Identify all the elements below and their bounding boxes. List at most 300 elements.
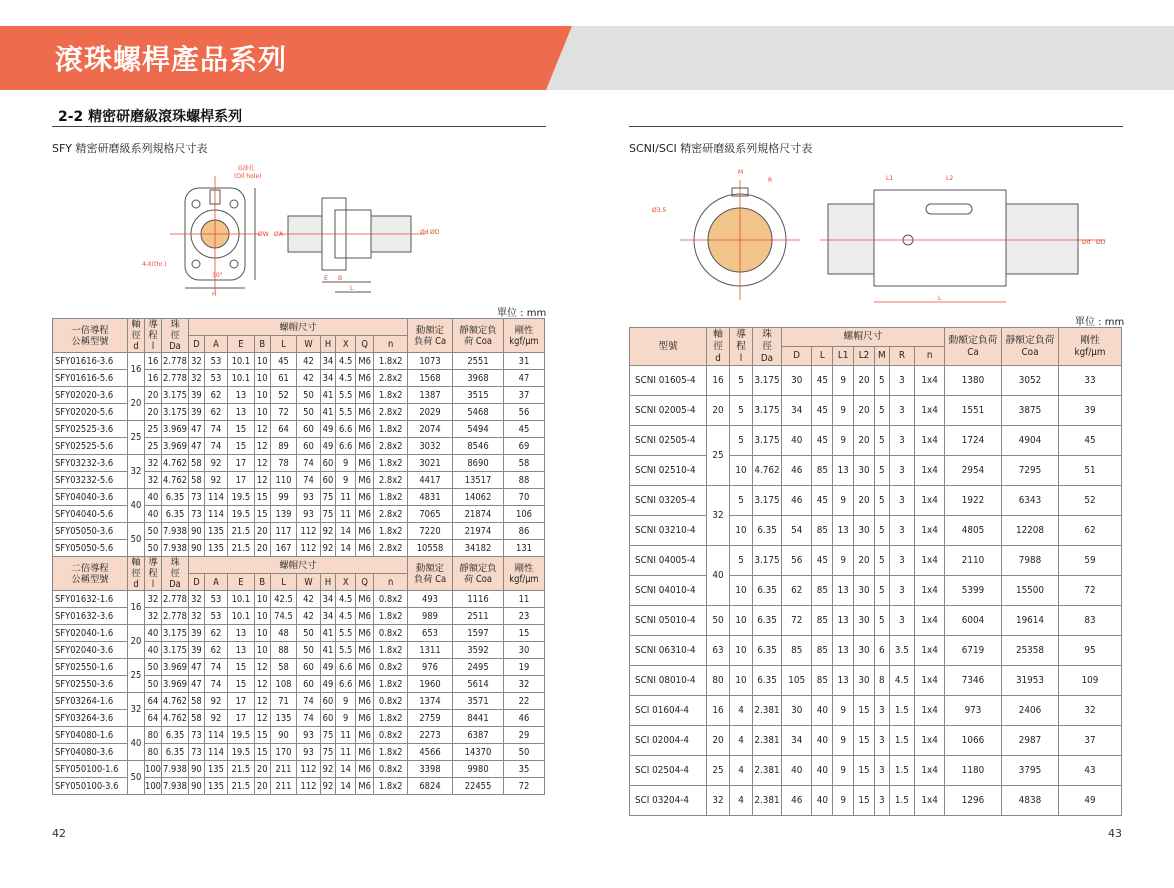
value-cell: 989 <box>408 608 453 625</box>
value-cell: 10.1 <box>228 608 255 625</box>
value-cell: 2759 <box>408 710 453 727</box>
value-cell: 13 <box>833 606 854 636</box>
header-col-l2: L2 <box>854 347 875 366</box>
shaft-cell: 40 <box>128 727 145 761</box>
value-cell: 30 <box>782 366 812 396</box>
value-cell: 2.8x2 <box>374 404 408 421</box>
value-cell: M6 <box>355 421 373 438</box>
value-cell: 493 <box>408 591 453 608</box>
value-cell: 10 <box>730 576 753 606</box>
value-cell: 34 <box>320 608 336 625</box>
value-cell: M6 <box>355 489 373 506</box>
value-cell: 3 <box>889 396 915 426</box>
header-col-n: n <box>374 336 408 353</box>
value-cell: 6.35 <box>162 744 189 761</box>
value-cell: 114 <box>204 727 227 744</box>
value-cell: M6 <box>355 727 373 744</box>
value-cell: 4.5 <box>336 353 356 370</box>
model-cell: SFY04040-3.6 <box>53 489 128 506</box>
value-cell: 12 <box>254 438 270 455</box>
value-cell: 5 <box>730 486 753 516</box>
value-cell: 10 <box>254 387 270 404</box>
value-cell: 59 <box>1059 546 1122 576</box>
table-row <box>630 786 1122 816</box>
value-cell: 1374 <box>408 693 453 710</box>
value-cell: 50 <box>145 523 162 540</box>
value-cell: 1066 <box>945 726 1002 756</box>
value-cell: 20 <box>854 426 875 456</box>
value-cell: 92 <box>320 523 336 540</box>
value-cell: 62 <box>782 576 812 606</box>
value-cell: 6.35 <box>753 576 782 606</box>
value-cell: 90 <box>189 523 205 540</box>
value-cell: 72 <box>504 778 545 795</box>
table-row <box>53 540 545 557</box>
value-cell: 1922 <box>945 486 1002 516</box>
holes-label: 4-X(thr.) <box>142 261 167 268</box>
table-row <box>53 642 545 659</box>
value-cell: 48 <box>270 625 297 642</box>
value-cell: 3.969 <box>162 676 189 693</box>
value-cell: 85 <box>812 636 833 666</box>
shaft-cell: 80 <box>707 666 730 696</box>
shaft-cell: 25 <box>128 659 145 693</box>
value-cell: 50 <box>297 625 320 642</box>
value-cell: 13 <box>833 576 854 606</box>
value-cell: 75 <box>320 489 336 506</box>
value-cell: 4 <box>730 756 753 786</box>
header-ca: 動額定 負荷 Ca <box>408 557 453 591</box>
value-cell: 6.35 <box>753 606 782 636</box>
header-col-d: D <box>782 347 812 366</box>
value-cell: 1.5 <box>889 756 915 786</box>
page-number-left: 42 <box>52 827 66 840</box>
value-cell: 45 <box>812 426 833 456</box>
value-cell: 45 <box>812 486 833 516</box>
value-cell: 13 <box>833 666 854 696</box>
value-cell: 30 <box>854 636 875 666</box>
value-cell: 6.6 <box>336 438 356 455</box>
value-cell: 32 <box>504 676 545 693</box>
value-cell: 11 <box>336 506 356 523</box>
value-cell: 15 <box>254 506 270 523</box>
value-cell: 2.778 <box>162 591 189 608</box>
value-cell: 71 <box>270 693 297 710</box>
value-cell: 32 <box>1059 696 1122 726</box>
value-cell: 110 <box>270 472 297 489</box>
value-cell: 1380 <box>945 366 1002 396</box>
value-cell: 9 <box>833 726 854 756</box>
value-cell: 58 <box>504 455 545 472</box>
value-cell: 3.969 <box>162 659 189 676</box>
value-cell: 139 <box>270 506 297 523</box>
value-cell: 32 <box>145 472 162 489</box>
value-cell: 62 <box>1059 516 1122 546</box>
value-cell: 12 <box>254 710 270 727</box>
value-cell: 0.8x2 <box>374 625 408 642</box>
shaft-cell: 20 <box>707 726 730 756</box>
value-cell: 1.8x2 <box>374 744 408 761</box>
table-row <box>53 591 545 608</box>
value-cell: 90 <box>189 778 205 795</box>
value-cell: 10.1 <box>228 591 255 608</box>
value-cell: 1.5 <box>889 726 915 756</box>
value-cell: 11 <box>336 744 356 761</box>
value-cell: 8 <box>874 666 889 696</box>
value-cell: 1724 <box>945 426 1002 456</box>
value-cell: 4805 <box>945 516 1002 546</box>
value-cell: 4.5 <box>336 608 356 625</box>
header-nut-dims: 螺帽尺寸 <box>189 319 408 336</box>
table-row <box>630 696 1122 726</box>
value-cell: 47 <box>189 659 205 676</box>
value-cell: 1296 <box>945 786 1002 816</box>
value-cell: 13 <box>833 636 854 666</box>
value-cell: 3571 <box>453 693 504 710</box>
value-cell: M6 <box>355 659 373 676</box>
value-cell: 4 <box>730 726 753 756</box>
value-cell: M6 <box>355 608 373 625</box>
value-cell: 9 <box>336 710 356 727</box>
value-cell: 9 <box>833 786 854 816</box>
right-subtitle: SCNI/SCI 精密研磨級系列規格尺寸表 <box>629 142 813 155</box>
value-cell: 21.5 <box>228 523 255 540</box>
right-unit-label: 單位 : mm <box>1075 317 1125 328</box>
value-cell: 41 <box>320 387 336 404</box>
value-cell: 13 <box>228 387 255 404</box>
value-cell: 34 <box>782 726 812 756</box>
shaft-cell: 16 <box>128 353 145 387</box>
value-cell: 1.8x2 <box>374 778 408 795</box>
value-cell: 14 <box>336 761 356 778</box>
value-cell: 3 <box>889 456 915 486</box>
value-cell: 1.8x2 <box>374 353 408 370</box>
value-cell: 5 <box>874 426 889 456</box>
table-row <box>53 744 545 761</box>
shaft-cell: 16 <box>707 366 730 396</box>
value-cell: M6 <box>355 625 373 642</box>
value-cell: 6824 <box>408 778 453 795</box>
value-cell: 74 <box>297 455 320 472</box>
header-col-b: B <box>254 574 270 591</box>
value-cell: 20 <box>254 778 270 795</box>
value-cell: 80 <box>145 727 162 744</box>
value-cell: 32 <box>189 608 205 625</box>
table-header-row <box>53 319 545 336</box>
header-col-l1: L1 <box>833 347 854 366</box>
value-cell: 53 <box>204 353 227 370</box>
value-cell: 34 <box>320 353 336 370</box>
table-row <box>630 726 1122 756</box>
value-cell: 10 <box>730 606 753 636</box>
value-cell: 40 <box>145 625 162 642</box>
value-cell: 60 <box>320 710 336 727</box>
value-cell: 25 <box>145 421 162 438</box>
value-cell: 85 <box>782 636 812 666</box>
value-cell: 23 <box>504 608 545 625</box>
value-cell: 60 <box>297 438 320 455</box>
table-row <box>53 693 545 710</box>
value-cell: 21874 <box>453 506 504 523</box>
value-cell: 167 <box>270 540 297 557</box>
value-cell: 10 <box>254 404 270 421</box>
value-cell: 15 <box>854 786 875 816</box>
value-cell: 0.8x2 <box>374 693 408 710</box>
header-col-e: E <box>228 336 255 353</box>
value-cell: 1x4 <box>915 456 945 486</box>
value-cell: 12208 <box>1002 516 1059 546</box>
header-col-l: L <box>270 574 297 591</box>
value-cell: 12 <box>254 421 270 438</box>
value-cell: M6 <box>355 523 373 540</box>
value-cell: 50 <box>145 659 162 676</box>
value-cell: 100 <box>145 778 162 795</box>
value-cell: 49 <box>320 421 336 438</box>
value-cell: 40 <box>812 756 833 786</box>
value-cell: 40 <box>812 786 833 816</box>
value-cell: 12 <box>254 455 270 472</box>
value-cell: 6.35 <box>162 727 189 744</box>
table-row <box>630 606 1122 636</box>
header-ca: 動額定 負荷 Ca <box>408 319 453 353</box>
value-cell: 100 <box>145 761 162 778</box>
header-col-b: B <box>254 336 270 353</box>
table-row <box>630 666 1122 696</box>
value-cell: 1x4 <box>915 426 945 456</box>
value-cell: 40 <box>812 696 833 726</box>
header-col-l: L <box>812 347 833 366</box>
value-cell: 30 <box>782 696 812 726</box>
value-cell: 17 <box>228 693 255 710</box>
value-cell: 4 <box>730 786 753 816</box>
value-cell: 56 <box>782 546 812 576</box>
value-cell: 70 <box>504 489 545 506</box>
value-cell: 92 <box>204 693 227 710</box>
value-cell: 10 <box>730 636 753 666</box>
value-cell: M6 <box>355 353 373 370</box>
value-cell: 6387 <box>453 727 504 744</box>
table-row <box>53 421 545 438</box>
page-title: 滾珠螺桿產品系列 <box>55 43 288 76</box>
value-cell: 39 <box>189 625 205 642</box>
value-cell: 1180 <box>945 756 1002 786</box>
value-cell: 60 <box>297 421 320 438</box>
table-row <box>53 676 545 693</box>
value-cell: 2551 <box>453 353 504 370</box>
value-cell: 73 <box>189 744 205 761</box>
value-cell: 30 <box>854 516 875 546</box>
value-cell: 6.6 <box>336 676 356 693</box>
value-cell: 46 <box>782 486 812 516</box>
value-cell: 20 <box>854 396 875 426</box>
model-cell: SFY02040-3.6 <box>53 642 128 659</box>
value-cell: 92 <box>320 540 336 557</box>
model-cell: SFY02525-5.6 <box>53 438 128 455</box>
value-cell: 114 <box>204 489 227 506</box>
table-row <box>53 523 545 540</box>
value-cell: 1073 <box>408 353 453 370</box>
value-cell: 5 <box>874 486 889 516</box>
table-row <box>53 455 545 472</box>
value-cell: 9 <box>833 426 854 456</box>
value-cell: 15 <box>228 438 255 455</box>
value-cell: 39 <box>189 642 205 659</box>
value-cell: 74 <box>297 710 320 727</box>
value-cell: 15 <box>254 727 270 744</box>
value-cell: 5399 <box>945 576 1002 606</box>
value-cell: 4 <box>730 696 753 726</box>
value-cell: 78 <box>270 455 297 472</box>
table-row <box>630 546 1122 576</box>
value-cell: 12 <box>254 693 270 710</box>
value-cell: 3 <box>889 576 915 606</box>
value-cell: 74.5 <box>270 608 297 625</box>
value-cell: 20 <box>854 546 875 576</box>
table-row <box>53 608 545 625</box>
value-cell: 10 <box>254 642 270 659</box>
shaft-cell: 20 <box>128 625 145 659</box>
value-cell: 3795 <box>1002 756 1059 786</box>
value-cell: 83 <box>1059 606 1122 636</box>
value-cell: 12 <box>254 676 270 693</box>
value-cell: 2.8x2 <box>374 540 408 557</box>
value-cell: 60 <box>320 693 336 710</box>
value-cell: 25 <box>145 438 162 455</box>
value-cell: 9 <box>833 546 854 576</box>
value-cell: 5 <box>874 456 889 486</box>
value-cell: 7.938 <box>162 523 189 540</box>
value-cell: 2110 <box>945 546 1002 576</box>
value-cell: 46 <box>782 786 812 816</box>
value-cell: 32 <box>189 591 205 608</box>
value-cell: 1.5 <box>889 696 915 726</box>
table-row <box>53 506 545 523</box>
value-cell: 0.8x2 <box>374 761 408 778</box>
header-col-w: W <box>297 574 320 591</box>
value-cell: 7065 <box>408 506 453 523</box>
value-cell: 2.8x2 <box>374 438 408 455</box>
model-cell: SFY01632-3.6 <box>53 608 128 625</box>
value-cell: 3.175 <box>753 546 782 576</box>
header-rigidity: 剛性 kgf/μm <box>504 319 545 353</box>
value-cell: 42 <box>297 370 320 387</box>
value-cell: 73 <box>189 489 205 506</box>
value-cell: 40 <box>145 489 162 506</box>
value-cell: 17 <box>228 472 255 489</box>
shaft-cell: 32 <box>707 486 730 546</box>
model-cell: SFY05050-5.6 <box>53 540 128 557</box>
value-cell: 4.5 <box>336 370 356 387</box>
value-cell: 15 <box>228 421 255 438</box>
model-cell: SFY01616-3.6 <box>53 353 128 370</box>
value-cell: 20 <box>854 366 875 396</box>
value-cell: M6 <box>355 778 373 795</box>
value-cell: 5 <box>874 366 889 396</box>
model-cell: SCI 01604-4 <box>630 696 707 726</box>
value-cell: 40 <box>145 642 162 659</box>
value-cell: 973 <box>945 696 1002 726</box>
model-cell: SCNI 02505-4 <box>630 426 707 456</box>
model-cell: SFY03264-1.6 <box>53 693 128 710</box>
value-cell: 33 <box>1059 366 1122 396</box>
table-row <box>53 710 545 727</box>
value-cell: 5468 <box>453 404 504 421</box>
value-cell: 34182 <box>453 540 504 557</box>
shaft-cell: 32 <box>128 693 145 727</box>
value-cell: 50 <box>297 387 320 404</box>
value-cell: 7295 <box>1002 456 1059 486</box>
model-cell: SFY03232-3.6 <box>53 455 128 472</box>
table-row <box>630 516 1122 546</box>
shaft-cell: 32 <box>707 786 730 816</box>
value-cell: 3 <box>889 546 915 576</box>
value-cell: 22455 <box>453 778 504 795</box>
header-col-l: L <box>270 336 297 353</box>
value-cell: 69 <box>504 438 545 455</box>
value-cell: 21.5 <box>228 778 255 795</box>
value-cell: 53 <box>204 591 227 608</box>
header-model: 型號 <box>630 328 707 366</box>
value-cell: 135 <box>204 523 227 540</box>
value-cell: 52 <box>270 387 297 404</box>
section-divider-left <box>52 126 546 127</box>
value-cell: 89 <box>270 438 297 455</box>
value-cell: 10 <box>254 353 270 370</box>
shaft-cell: 50 <box>707 606 730 636</box>
value-cell: 1.8x2 <box>374 489 408 506</box>
value-cell: 2.8x2 <box>374 506 408 523</box>
table-row <box>53 761 545 778</box>
value-cell: 45 <box>1059 426 1122 456</box>
value-cell: 41 <box>320 642 336 659</box>
dim-b-label: B <box>338 275 343 282</box>
page-number-right: 43 <box>1108 827 1122 840</box>
table-header-row <box>630 328 1122 347</box>
value-cell: 6.35 <box>162 489 189 506</box>
header-rigidity: 剛性 kgf/μm <box>504 557 545 591</box>
value-cell: 0.8x2 <box>374 591 408 608</box>
shaft-cell: 25 <box>707 756 730 786</box>
value-cell: 109 <box>1059 666 1122 696</box>
value-cell: 5614 <box>453 676 504 693</box>
value-cell: 75 <box>320 727 336 744</box>
value-cell: 8690 <box>453 455 504 472</box>
value-cell: 2.778 <box>162 608 189 625</box>
value-cell: 9 <box>833 396 854 426</box>
value-cell: 34 <box>320 591 336 608</box>
value-cell: 30 <box>854 456 875 486</box>
value-cell: 2.8x2 <box>374 370 408 387</box>
value-cell: 12 <box>254 659 270 676</box>
value-cell: 60 <box>320 472 336 489</box>
value-cell: M6 <box>355 591 373 608</box>
dim-h-label: H <box>212 291 217 298</box>
value-cell: 13 <box>228 642 255 659</box>
value-cell: 92 <box>320 761 336 778</box>
value-cell: 135 <box>204 778 227 795</box>
value-cell: 15500 <box>1002 576 1059 606</box>
dim-d-label-right: Ød <box>1082 239 1091 246</box>
value-cell: 3 <box>889 606 915 636</box>
value-cell: 2.778 <box>162 353 189 370</box>
value-cell: 1960 <box>408 676 453 693</box>
value-cell: M6 <box>355 676 373 693</box>
dim-e-label: E <box>324 275 328 282</box>
model-cell: SFY02550-1.6 <box>53 659 128 676</box>
value-cell: 74 <box>204 676 227 693</box>
model-cell: SFY03264-3.6 <box>53 710 128 727</box>
value-cell: 211 <box>270 778 297 795</box>
